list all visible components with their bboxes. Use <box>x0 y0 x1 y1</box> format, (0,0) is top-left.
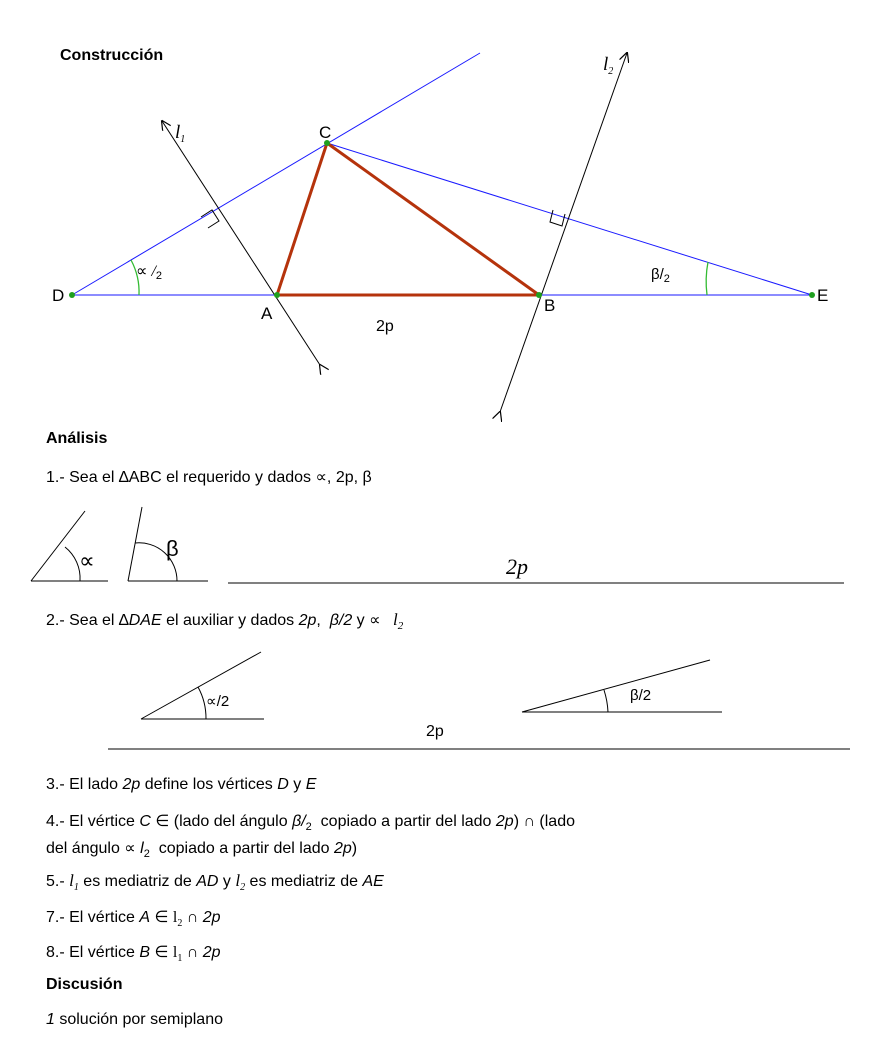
point-B <box>536 292 542 298</box>
alpha-label: ∝ <box>79 548 95 573</box>
line-C-E <box>327 143 812 295</box>
construccion-heading: Construcción <box>60 47 164 64</box>
construction-figure <box>0 0 869 430</box>
segment-2p-aux-label: 2p <box>426 723 444 740</box>
step-7: 7.- El vértice A ∈ $l_2$ ∩ 2p <box>46 909 221 930</box>
half-beta-label: β/2 <box>630 687 652 704</box>
discusion-heading: Discusión <box>46 976 123 993</box>
beta-label: β <box>166 536 179 561</box>
angle-arc-E <box>706 262 708 295</box>
half-beta-side <box>522 660 710 712</box>
step-4: 4.- El vértice C ∈ (lado del ángulo $\beta/_2$ copiado a partir del lado 2p) ∩ (lado del ángulo ∝ $l_2$ copiado a partir del lado 2p) <box>46 813 575 861</box>
half-alpha-arc <box>198 687 206 719</box>
label-angle-E: $\beta/_2$ <box>651 266 670 285</box>
alpha-arc <box>65 547 80 581</box>
right-angle-mark-l2 <box>550 210 565 226</box>
point-D <box>69 292 75 298</box>
label-2p: 2p <box>376 318 394 335</box>
step-1: 1.- Sea el ∆ABC el requerido y dados ∝, 2p, β <box>46 469 372 486</box>
label-E: E <box>817 286 829 305</box>
auxiliary-data-figure <box>0 645 869 760</box>
alpha-side <box>31 511 85 581</box>
point-E <box>809 292 815 298</box>
half-beta-arc <box>604 690 608 712</box>
point-A <box>274 292 280 298</box>
discusion-text: 1 solución por semiplano <box>46 1011 223 1028</box>
half-alpha-label: ∝/2 <box>206 693 230 710</box>
step-3: 3.- El lado 2p define los vértices D y E <box>46 776 317 793</box>
given-data-figure <box>0 500 869 595</box>
half-alpha-side <box>141 652 261 719</box>
label-angle-D: ∝ /2 <box>136 263 163 282</box>
mediatrix-l2 <box>500 53 627 412</box>
label-A: A <box>261 304 273 323</box>
label-D: D <box>52 286 65 305</box>
step-2: 2.- Sea el ∆DAE el auxiliar y dados 2p, β/2 $y \propto l_2$ <box>46 610 404 633</box>
step-8: 8.- El vértice B ∈ $l_1$ ∩ 2p <box>46 944 221 965</box>
step-5: 5.- $l_1$ es mediatriz de AD y $l_2$ es mediatriz de AE <box>46 871 384 894</box>
label-B: B <box>544 296 556 315</box>
line-D-C <box>72 53 480 295</box>
beta-side <box>128 507 142 581</box>
analisis-heading: Análisis <box>46 430 108 447</box>
segment-2p-label: 2p <box>506 554 528 579</box>
triangle-ABC <box>277 143 539 295</box>
label-l1: $l_1$ <box>175 122 186 145</box>
label-l2: $l_2$ <box>603 54 614 77</box>
mediatrix-l1 <box>162 121 320 365</box>
label-C: C <box>319 123 332 142</box>
